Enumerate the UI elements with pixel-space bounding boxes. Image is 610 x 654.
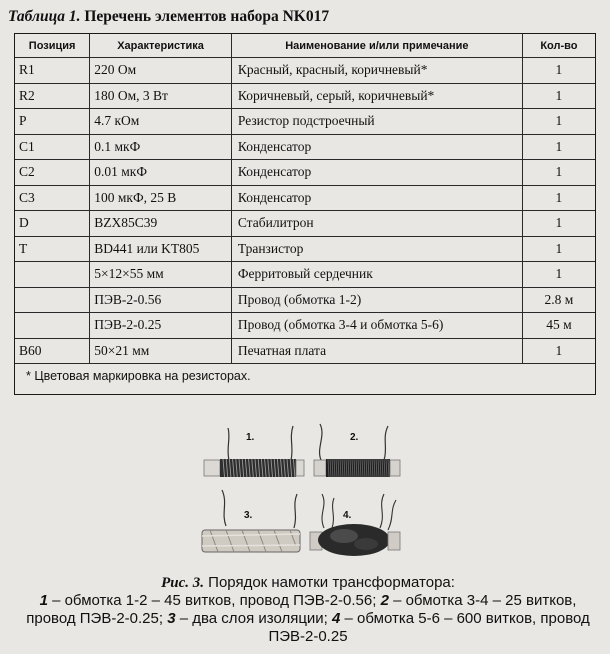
- cell-quantity: 2.8 м: [522, 287, 595, 313]
- cell-quantity: 1: [522, 262, 595, 288]
- table-footnote: * Цветовая маркировка на резисторах.: [26, 369, 251, 383]
- figure-label-3: 3.: [244, 510, 253, 521]
- cell-position: [15, 262, 90, 288]
- table-row: [15, 109, 595, 135]
- cell-name: Провод (обмотка 1-2): [231, 287, 522, 313]
- cell-position: B60: [15, 338, 90, 364]
- cell-characteristic: 0.1 мкФ: [90, 134, 232, 160]
- cell-characteristic: 180 Ом, 3 Вт: [90, 83, 232, 109]
- winding-figure: [196, 418, 416, 568]
- table-body: [15, 58, 595, 364]
- cell-position: T: [15, 236, 90, 262]
- cell-name: Конденсатор: [231, 160, 522, 186]
- cell-characteristic: 4.7 кОм: [90, 109, 232, 135]
- cell-quantity: 1: [522, 58, 595, 84]
- figure-item-text: – обмотка 3-4 – 25 витков, провод ПЭВ-2-0.25;: [26, 592, 577, 627]
- cell-position: P: [15, 109, 90, 135]
- cell-characteristic: 50×21 мм: [90, 338, 232, 364]
- cell-characteristic: 220 Ом: [90, 58, 232, 84]
- figure-item-text: – два слоя изоляции;: [175, 610, 333, 627]
- figure-item-number: 1: [39, 592, 48, 609]
- column-header-name: Наименование и/или примечание: [231, 34, 522, 58]
- cell-quantity: 1: [522, 160, 595, 186]
- table-caption: [8, 8, 602, 26]
- winding-illustration: [196, 418, 416, 568]
- figure-caption-label: Рис. 3.: [161, 575, 204, 591]
- cell-characteristic: ПЭВ-2-0.25: [90, 313, 232, 339]
- table-row: [15, 211, 595, 237]
- cell-characteristic: BZX85C39: [90, 211, 232, 237]
- table-row: [15, 313, 595, 339]
- cell-position: [15, 313, 90, 339]
- figure-item-number: 3: [167, 610, 176, 627]
- figure-caption: [18, 574, 598, 646]
- cell-quantity: 1: [522, 83, 595, 109]
- column-header-position: Позиция: [15, 34, 90, 58]
- cell-quantity: 1: [522, 134, 595, 160]
- cell-quantity: 1: [522, 338, 595, 364]
- cell-characteristic: ПЭВ-2-0.56: [90, 287, 232, 313]
- table-row: [15, 134, 595, 160]
- cell-position: D: [15, 211, 90, 237]
- figure-item-text: – обмотка 5-6 – 600 витков, провод ПЭВ-2-0.25: [268, 610, 590, 645]
- cell-name: Конденсатор: [231, 134, 522, 160]
- figure-label-1: 1.: [246, 432, 255, 443]
- cell-position: R2: [15, 83, 90, 109]
- figure-item-number: 4: [332, 610, 341, 627]
- cell-quantity: 45 м: [522, 313, 595, 339]
- cell-name: Коричневый, серый, коричневый*: [231, 83, 522, 109]
- column-header-quantity: Кол-во: [522, 34, 595, 58]
- parts-table-frame: [14, 33, 596, 395]
- table-row: [15, 287, 595, 313]
- cell-position: R1: [15, 58, 90, 84]
- cell-name: Провод (обмотка 3-4 и обмотка 5-6): [231, 313, 522, 339]
- figure-caption-title: Порядок намотки трансформатора:: [208, 574, 455, 591]
- cell-name: Резистор подстроечный: [231, 109, 522, 135]
- column-header-characteristic: Характеристика: [90, 34, 232, 58]
- cell-position: C2: [15, 160, 90, 186]
- winding-stage-3: [202, 490, 300, 552]
- cell-name: Транзистор: [231, 236, 522, 262]
- cell-characteristic: BD441 или KT805: [90, 236, 232, 262]
- cell-name: Стабилитрон: [231, 211, 522, 237]
- cell-quantity: 1: [522, 109, 595, 135]
- table-row: [15, 262, 595, 288]
- cell-name: Конденсатор: [231, 185, 522, 211]
- winding-stage-4: [310, 494, 400, 556]
- cell-position: [15, 287, 90, 313]
- table-row: [15, 236, 595, 262]
- cell-quantity: 1: [522, 211, 595, 237]
- cell-characteristic: 100 мкФ, 25 В: [90, 185, 232, 211]
- cell-position: C1: [15, 134, 90, 160]
- cell-quantity: 1: [522, 236, 595, 262]
- table-caption-title: Перечень элементов набора NK017: [84, 8, 330, 25]
- cell-characteristic: 0.01 мкФ: [90, 160, 232, 186]
- figure-item-number: 2: [380, 592, 389, 609]
- cell-name: Ферритовый сердечник: [231, 262, 522, 288]
- parts-table: [15, 34, 595, 364]
- cell-position: C3: [15, 185, 90, 211]
- cell-name: Красный, красный, коричневый*: [231, 58, 522, 84]
- cell-quantity: 1: [522, 185, 595, 211]
- table-header-row: [15, 34, 595, 58]
- cell-name: Печатная плата: [231, 338, 522, 364]
- figure-item-text: – обмотка 1-2 – 45 витков, провод ПЭВ-2-0.56;: [47, 592, 381, 609]
- figure-label-2: 2.: [350, 432, 359, 443]
- cell-characteristic: 5×12×55 мм: [90, 262, 232, 288]
- table-row: [15, 83, 595, 109]
- table-row: [15, 160, 595, 186]
- table-row: [15, 185, 595, 211]
- table-row: [15, 58, 595, 84]
- figure-label-4: 4.: [343, 510, 352, 521]
- table-row: [15, 338, 595, 364]
- table-caption-label: Таблица 1.: [8, 8, 81, 25]
